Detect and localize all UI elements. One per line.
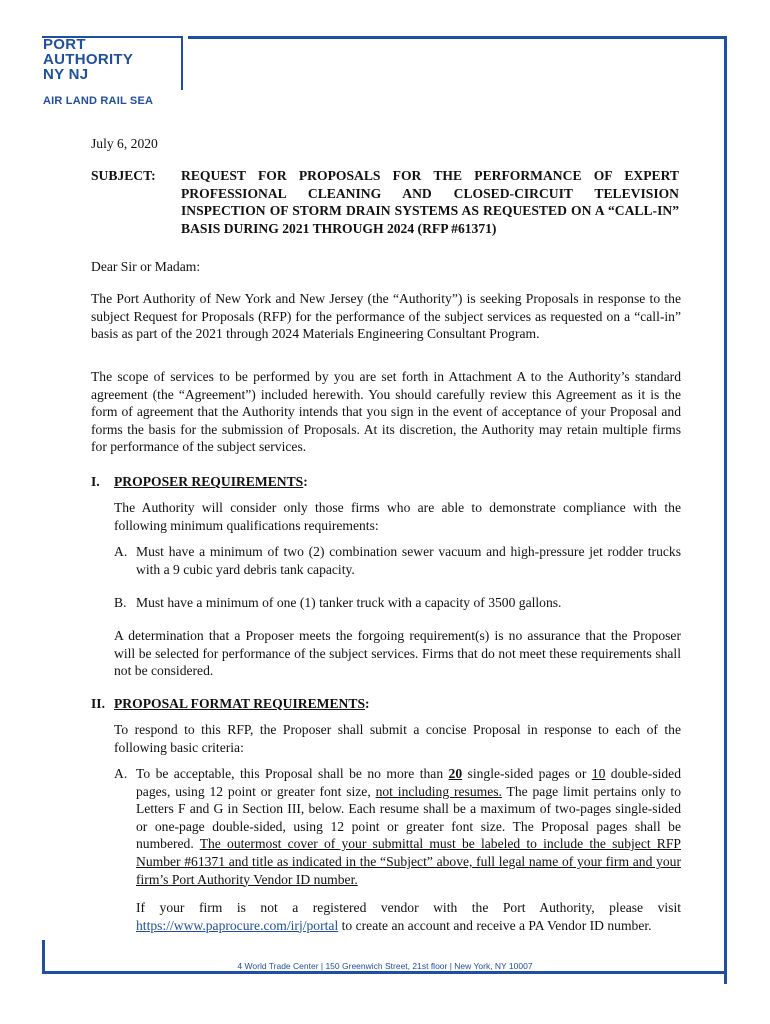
section2-item-a-text	[136, 765, 681, 888]
section2-heading-colon: :	[365, 696, 370, 711]
item-a-text-part2: single-sided pages or	[462, 766, 592, 781]
vendor-note-part2: to create an account and receive a PA Vendor ID number.	[338, 917, 652, 933]
page-limit-20: 20	[448, 766, 463, 781]
logo-tagline: AIR LAND RAIL SEA	[43, 95, 154, 107]
section1-heading-colon: :	[303, 474, 308, 489]
page-limit-10: 10	[591, 766, 606, 781]
frame-top-border	[188, 36, 727, 39]
scope-paragraph: The scope of services to be performed by you are set forth in Attachment A to the Authority’s standard agreement (the “Agreement”) included herewith. You should carefully review this Agreement as it is the form of agreement that the Authority intends that you sign in the event of acceptance of your Proposal and forms the basis for the submission of Proposals. At its discretion, the Authority may retain multiple firms for performance of the subject services.	[91, 369, 681, 455]
subject-label: SUBJECT:	[91, 168, 156, 183]
footer-address-text: 4 World Trade Center | 150 Greenwich Street, 21st floor | New York, NY 10007	[233, 961, 536, 971]
section2-item-a-label: A.	[114, 766, 128, 781]
section1-number: I.	[91, 474, 100, 489]
frame-right-border	[724, 36, 727, 984]
section2-heading-text: PROPOSAL FORMAT REQUIREMENTS	[114, 696, 366, 711]
salutation: Dear Sir or Madam:	[91, 259, 201, 274]
paprocure-portal-link[interactable]: https://www.paprocure.com/irj/portal	[136, 917, 339, 933]
section1-heading-text: PROPOSER REQUIREMENTS	[114, 474, 304, 489]
cover-label-requirement: The outermost cover of your submittal must be labeled to include the subject RFP Number #61371 and title as indicated in the “Subject” above, full legal name of your firm and your firm’s Port Authority Vendor ID number.	[136, 836, 681, 887]
intro-paragraph: The Port Authority of New York and New Jersey (the “Authority”) is seeking Proposals in response to the subject Request for Proposals (RFP) for the performance of the subject services as requested on a “call-in” basis as part of the 2021 through 2024 Materials Engineering Consultant Program.	[91, 291, 681, 342]
logo-line-nynj: NY NJ	[43, 66, 89, 83]
vendor-registration-note	[136, 899, 681, 934]
item-a-text-part1: To be acceptable, this Proposal shall be no more than	[136, 766, 449, 781]
section1-item-a-label: A.	[114, 544, 128, 559]
not-including-resumes: not including resumes.	[375, 783, 502, 799]
footer-address	[0, 961, 770, 971]
section2-heading	[114, 695, 370, 713]
logo-line-port: PORT	[43, 36, 86, 53]
section1-item-a-text: Must have a minimum of two (2) combination sewer vacuum and high-pressure jet rodder trucks with a 9 cubic yard debris tank capacity.	[136, 544, 681, 577]
subject-text: REQUEST FOR PROPOSALS FOR THE PERFORMANCE OF EXPERT PROFESSIONAL CLEANING AND CLOSED-CIRCUIT TELEVISION INSPECTION OF STORM DRAIN SYSTEMS AS REQUESTED ON A “CALL-IN” BASIS DURING 2021 THROUGH 2024 (RFP #61371)	[181, 168, 679, 236]
section2-number: II.	[91, 696, 105, 711]
section1-intro: The Authority will consider only those firms who are able to demonstrate compliance with the following minimum qualifications requirements:	[114, 500, 681, 533]
section1-heading	[114, 473, 308, 491]
item-a-text-part3: double-sided pages, using 12 point or greater font size,	[136, 766, 682, 799]
section1-closing: A determination that a Proposer meets the forgoing requirement(s) is no assurance that the Proposer will be selected for performance of the subject services. Firms that do not meet these requirements shall not be considered.	[114, 628, 681, 679]
vendor-note-part1: If your firm is not a registered vendor with the Port Authority, please visit	[136, 900, 681, 915]
section2-intro: To respond to this RFP, the Proposer shall submit a concise Proposal in response to each of the following basic criteria:	[114, 722, 681, 755]
letter-date: July 6, 2020	[91, 136, 158, 151]
item-a-text-part4: The page limit pertains only to Letters F and G in Section III, below. Each resume shall be a maximum of two-pages single-sided or one-page double-sided, using 12 point or greater font size. The Proposal pages shall be numbered.	[136, 783, 681, 852]
section1-item-b-text: Must have a minimum of one (1) tanker truck with a capacity of 3500 gallons.	[136, 595, 562, 610]
frame-bottom-border	[42, 971, 727, 974]
section1-item-b-label: B.	[114, 595, 127, 610]
logo-line-authority: AUTHORITY	[43, 51, 134, 68]
